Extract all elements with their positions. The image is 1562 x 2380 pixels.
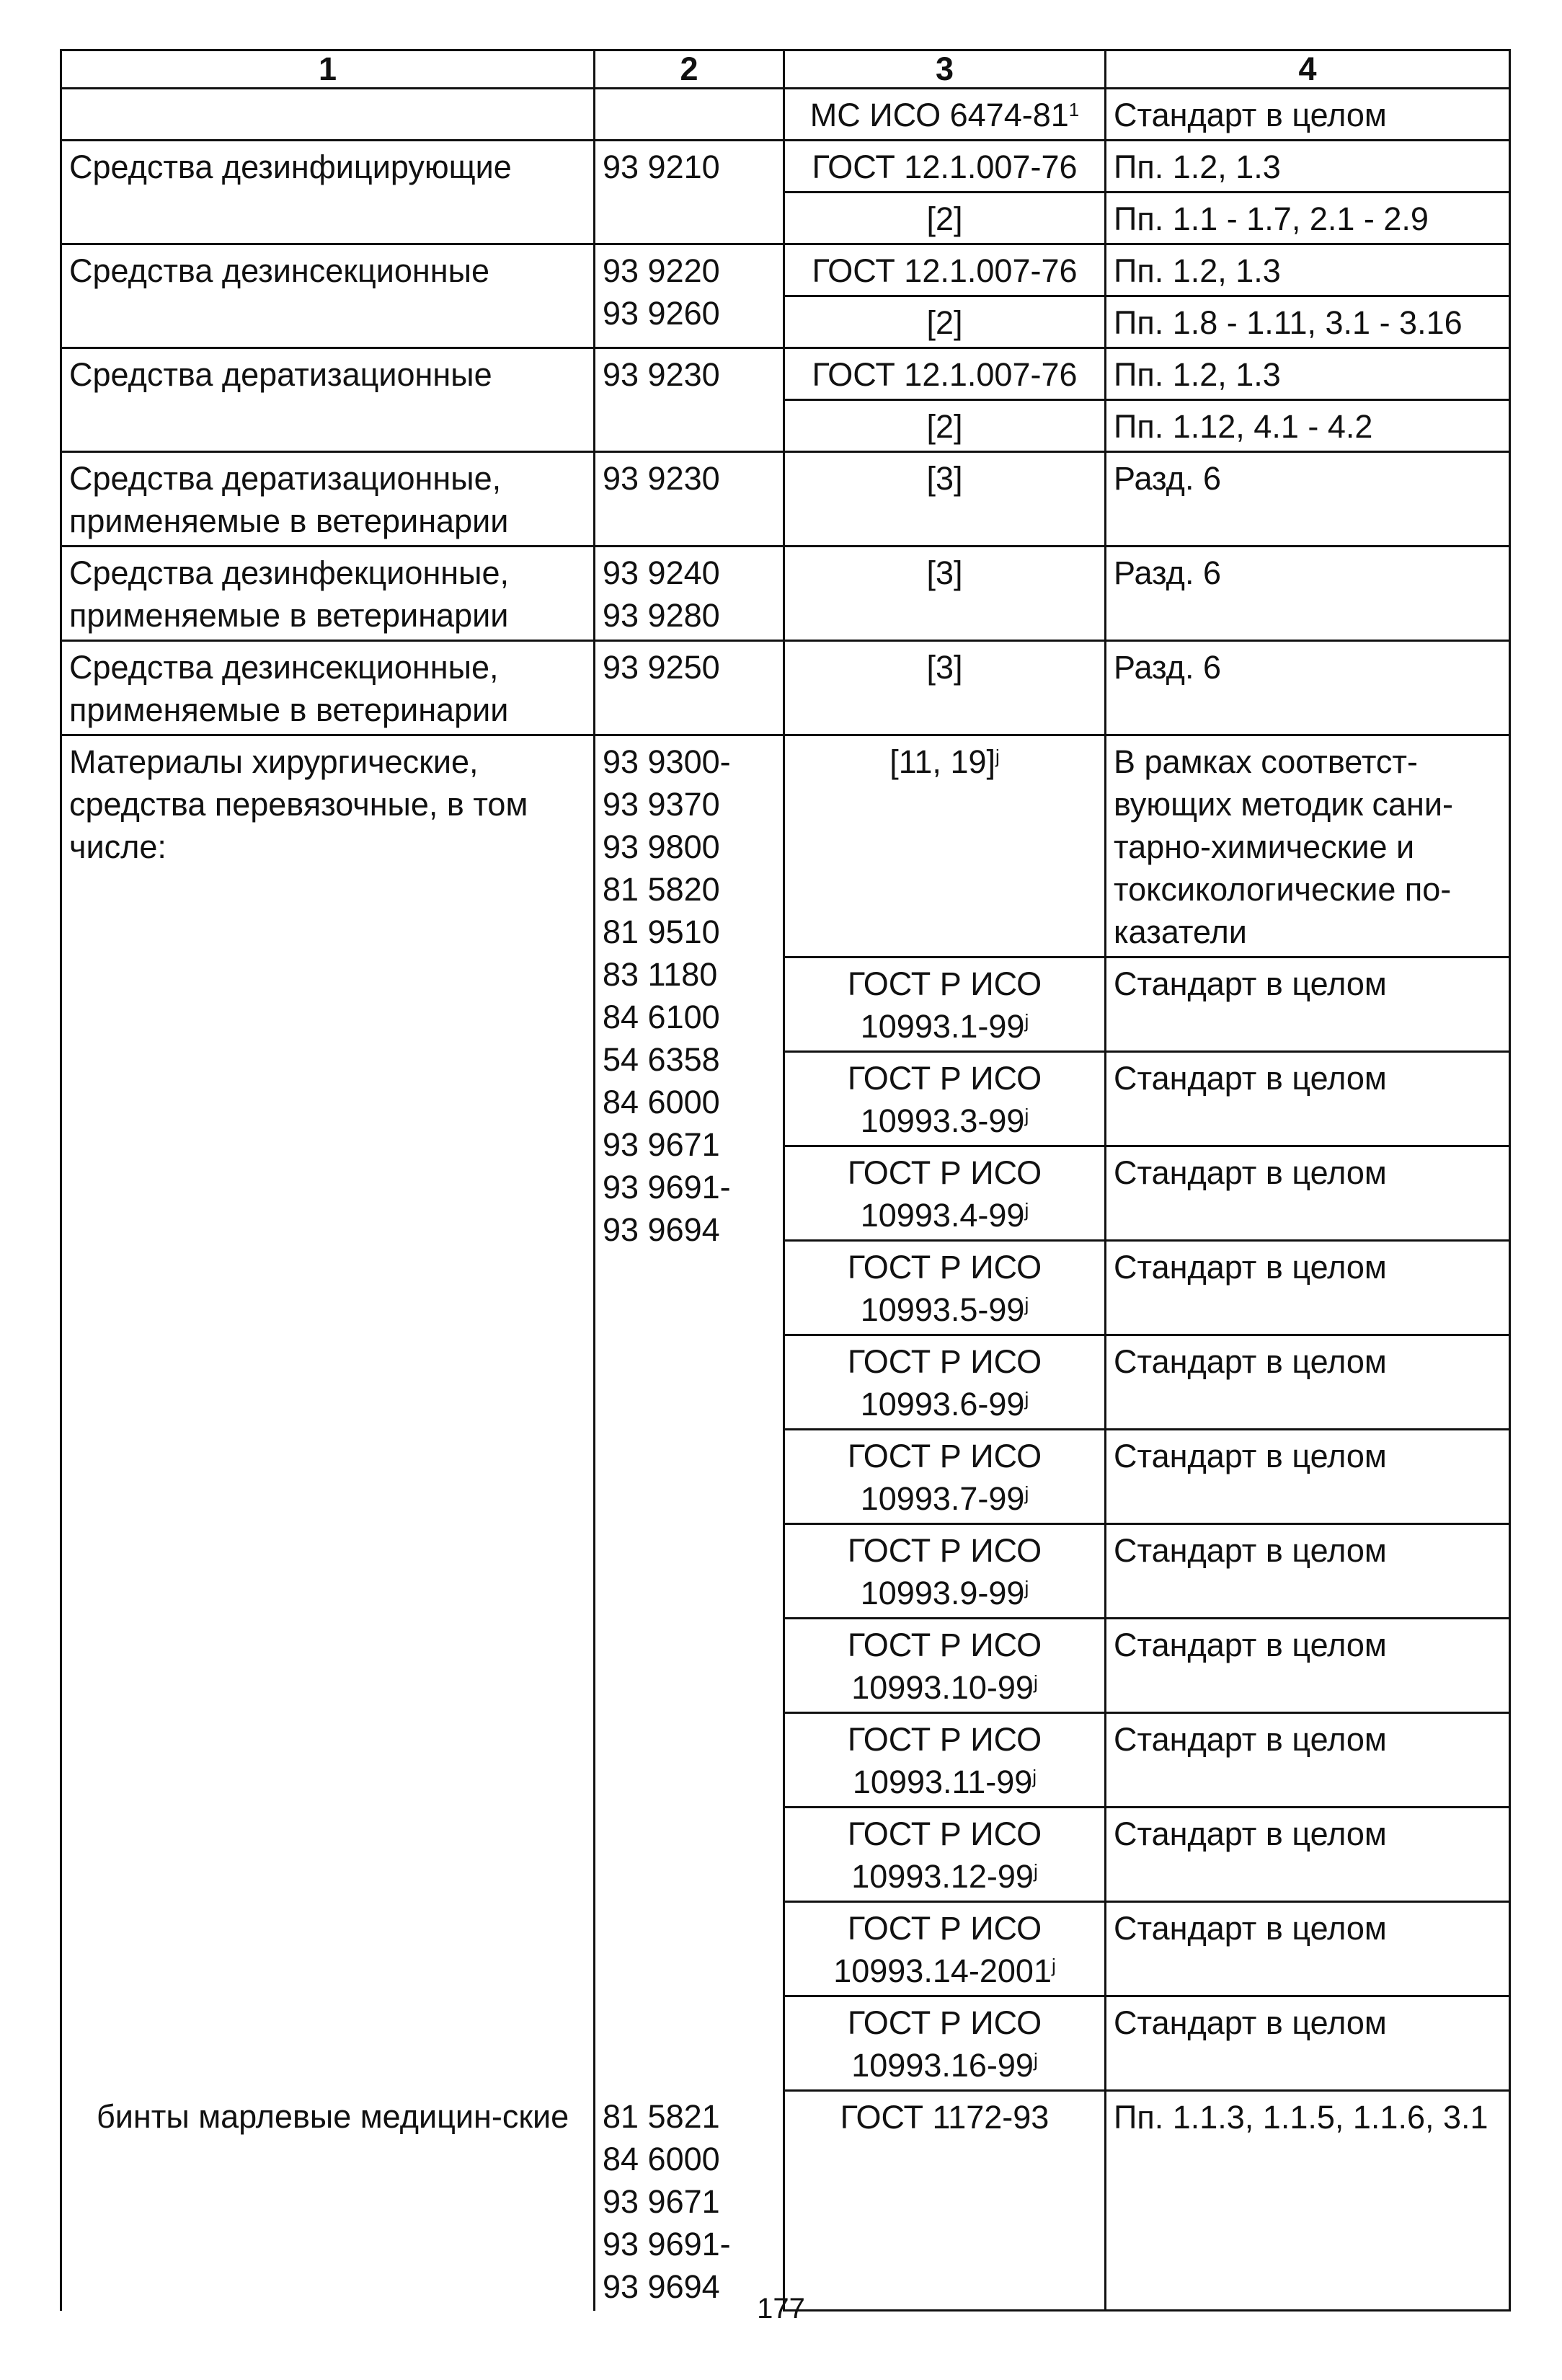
product-cell: Средства дезинсекционные, применяемые в ветеринарии (61, 641, 595, 735)
scope-cell: Стандарт в целом (1106, 89, 1510, 141)
code-cell: 81 5821 84 6000 93 9671 93 9691- 93 9694 (595, 2091, 784, 2311)
scope-cell: Стандарт в целом (1106, 1335, 1510, 1430)
standard-cell: ГОСТ Р ИСО 10993.16-99$^j$ (784, 1996, 1106, 2091)
code-cell: 93 9210 (595, 141, 784, 244)
footnote-mark: j (1032, 1766, 1037, 1787)
standard-cell: ГОСТ Р ИСО 10993.6-99$^j$ (784, 1335, 1106, 1430)
code-cell: 93 9250 (595, 641, 784, 735)
standard-cell: [2] (784, 400, 1106, 452)
standard-cell: [3] (784, 641, 1106, 735)
table-row (61, 141, 1510, 193)
standard-cell: ГОСТ Р ИСО 10993.14-2001$^j$ (784, 1902, 1106, 1996)
standard-cell: ГОСТ Р ИСО 10993.12-99$^j$ (784, 1808, 1106, 1902)
footnote-mark: j (1033, 1860, 1038, 1882)
footnote-mark: j (1024, 1199, 1029, 1221)
standard-cell: ГОСТ Р ИСО 10993.4-99$^j$ (784, 1146, 1106, 1241)
standard-cell: [3] (784, 452, 1106, 547)
table-row (61, 641, 1510, 735)
document-page (60, 49, 1509, 2312)
table-row (61, 244, 1510, 296)
table-row (61, 735, 1510, 957)
product-cell: Материалы хирургические, средства перевязочные, в том числе: (61, 735, 595, 2091)
standard-cell: ГОСТ 12.1.007-76 (784, 244, 1106, 296)
product-cell: Средства дезинфекционные, применяемые в ветеринарии (61, 547, 595, 641)
column-header: 3 (784, 50, 1106, 89)
header-row (61, 50, 1510, 89)
code-cell (595, 89, 784, 141)
scope-cell: Пп. 1.1.3, 1.1.5, 1.1.6, 3.1 (1106, 2091, 1510, 2311)
footnote-mark: j (1024, 1388, 1029, 1410)
scope-cell: Пп. 1.1 - 1.7, 2.1 - 2.9 (1106, 193, 1510, 244)
product-cell: Средства дезинфицирующие (61, 141, 595, 244)
product-cell: бинты марлевые медицин-ские (61, 2091, 595, 2311)
table-row (61, 89, 1510, 141)
table-row (61, 2091, 1510, 2311)
standard-cell: ГОСТ Р ИСО 10993.5-99$^j$ (784, 1241, 1106, 1335)
footnote-mark: 1 (1068, 99, 1080, 120)
product-cell: Средства дератизационные, применяемые в ветеринарии (61, 452, 595, 547)
scope-cell: Стандарт в целом (1106, 1241, 1510, 1335)
standard-cell: ГОСТ 1172-93 (784, 2091, 1106, 2311)
standard-cell: ГОСТ Р ИСО 10993.10-99$^j$ (784, 1619, 1106, 1713)
column-header: 4 (1106, 50, 1510, 89)
scope-cell: Разд. 6 (1106, 452, 1510, 547)
scope-cell: Стандарт в целом (1106, 1430, 1510, 1524)
scope-cell: Стандарт в целом (1106, 1619, 1510, 1713)
scope-cell: Разд. 6 (1106, 641, 1510, 735)
standard-cell: [2] (784, 296, 1106, 348)
code-cell: 93 9240 93 9280 (595, 547, 784, 641)
code-cell: 93 9300- 93 9370 93 9800 81 5820 81 9510 83 1180 84 6100 54 6358 84 6000 93 9671 93 9691- 93 9694 (595, 735, 784, 2091)
standard-cell: ГОСТ Р ИСО 10993.3-99$^j$ (784, 1052, 1106, 1146)
scope-cell: Пп. 1.2, 1.3 (1106, 141, 1510, 193)
footnote-mark: j (1024, 1482, 1029, 1504)
product-cell: Средства дератизационные (61, 348, 595, 452)
scope-cell: Пп. 1.2, 1.3 (1106, 348, 1510, 400)
scope-cell: Стандарт в целом (1106, 1146, 1510, 1241)
scope-cell: Стандарт в целом (1106, 1052, 1510, 1146)
scope-cell: Стандарт в целом (1106, 1713, 1510, 1808)
scope-cell: В рамках соответст-вующих методик сани-тарно-химические и токсикологические по-казатели (1106, 735, 1510, 957)
table-row (61, 452, 1510, 547)
footnote-mark: j (1024, 1010, 1029, 1032)
product-cell: Средства дезинсекционные (61, 244, 595, 348)
standard-cell: ГОСТ Р ИСО 10993.9-99$^j$ (784, 1524, 1106, 1619)
footnote-mark: j (995, 746, 1000, 767)
scope-cell: Стандарт в целом (1106, 1996, 1510, 2091)
standard-cell: [11, 19]$^j$ (784, 735, 1106, 957)
standard-cell: МС ИСО $6474-81^1$ (784, 89, 1106, 141)
code-cell: 93 9230 (595, 348, 784, 452)
standard-cell: [3] (784, 547, 1106, 641)
scope-cell: Пп. 1.2, 1.3 (1106, 244, 1510, 296)
page-number: 177 (757, 2293, 805, 2324)
footnote-mark: j (1024, 1293, 1029, 1315)
standard-cell: ГОСТ Р ИСО 10993.11-99$^j$ (784, 1713, 1106, 1808)
scope-cell: Стандарт в целом (1106, 957, 1510, 1052)
column-header: 1 (61, 50, 595, 89)
scope-cell: Стандарт в целом (1106, 1524, 1510, 1619)
footnote-mark: j (1033, 1671, 1038, 1693)
standard-cell: ГОСТ Р ИСО 10993.1-99$^j$ (784, 957, 1106, 1052)
standard-cell: ГОСТ 12.1.007-76 (784, 348, 1106, 400)
standard-cell: ГОСТ Р ИСО 10993.7-99$^j$ (784, 1430, 1106, 1524)
scope-cell: Стандарт в целом (1106, 1902, 1510, 1996)
scope-cell: Пп. 1.8 - 1.11, 3.1 - 3.16 (1106, 296, 1510, 348)
table-row (61, 348, 1510, 400)
footnote-mark: j (1052, 1955, 1056, 1976)
code-cell: 93 9220 93 9260 (595, 244, 784, 348)
standard-cell: ГОСТ 12.1.007-76 (784, 141, 1106, 193)
code-cell: 93 9230 (595, 452, 784, 547)
standard-cell: [2] (784, 193, 1106, 244)
footnote-mark: j (1024, 1577, 1029, 1598)
scope-cell: Пп. 1.12, 4.1 - 4.2 (1106, 400, 1510, 452)
column-header: 2 (595, 50, 784, 89)
footnote-mark: j (1033, 2049, 1038, 2071)
standards-table (60, 49, 1511, 2312)
scope-cell: Стандарт в целом (1106, 1808, 1510, 1902)
scope-cell: Разд. 6 (1106, 547, 1510, 641)
product-cell (61, 89, 595, 141)
footnote-mark: j (1024, 1105, 1029, 1126)
table-row (61, 547, 1510, 641)
